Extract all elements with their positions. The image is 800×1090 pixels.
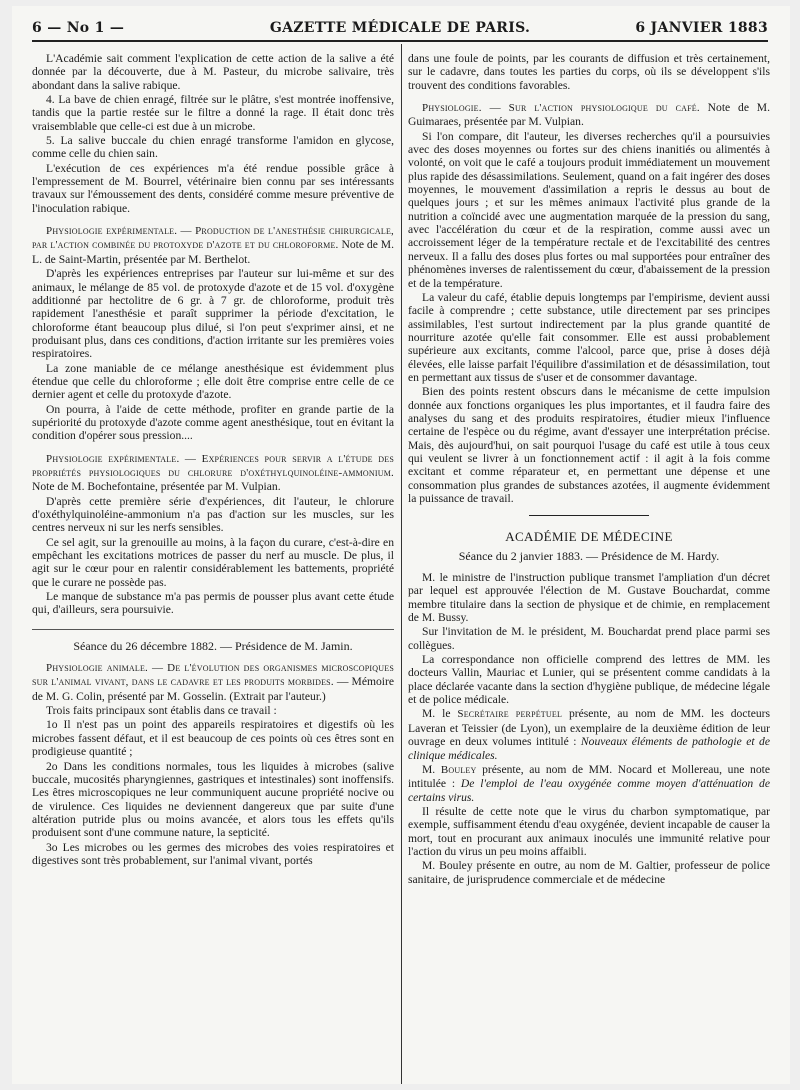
note-title: De l'emploi de l'eau oxygénée comme moyen d'atténuation de certains virus. — [408, 777, 770, 804]
paragraph: La zone maniable de ce mélange anesthésique est évidemment plus étendue que celle du chloroforme ; elle doit être comprise entre celle de ce dernier agent et celle du protoxyde d'azote. — [32, 361, 394, 402]
book-title: Nouveaux éléments de pathologie et de clinique médicales. — [408, 735, 770, 762]
session-heading: Séance du 2 janvier 1883. — Présidence de M. Hardy. — [458, 548, 720, 563]
paragraph — [408, 763, 770, 804]
paragraph: M. Bouley présente en outre, au nom de M. Galtier, professeur de police sanitaire, de jurisprudence commerciale et de médecine — [408, 859, 770, 886]
heading-rest: Note de M. L. de Saint-Martin, présentée par M. Berthelot. — [32, 238, 394, 266]
paragraph: L'Académie sait comment l'explication de cette action de la salive a été donnée par la découverte, due à M. Pasteur, du microbe salivaire, très abondant dans la salive rabique. — [32, 52, 394, 92]
text-run: M. le — [422, 707, 458, 721]
paragraph: La correspondance non officielle comprend des lettres de MM. les docteurs Vallin, Mauriac et Lunier, qui se présentent comme candidats à la place déclarée vacante dans la section d'hygiène publique, de médecine légale et de police médicale. — [408, 653, 770, 707]
paragraph: Bien des points restent obscurs dans le mécanisme de cette impulsion donnée aux fonctions organiques les plus importantes, et il faudra faire des analyses du sang et des produits respiratoires, étudier mieux l'influence certaine de l'espèce ou du régime, avant d'essayer une interprétation précise. Mais, dès aujourd'hui, on sait pourquoi l'usage du café est utile à tous ceux qui veulent se livrer à un fonctionnement actif : il agit à la fois comme excitant et comme réparateur et, en permettant une dépense et une consommation plus grandes de substances azotées, il augmente évidemment la puissance de travail. — [408, 385, 770, 505]
heading-rest: Note de M. Bochefontaine, présentée par M. Vulpian. — [32, 480, 281, 494]
paragraph: Ce sel agit, sur la grenouille au moins, à la façon du curare, c'est-à-dire en empêchant les excitations motrices de passer du nerf au muscle. De plus, il agit sur le cœur pour en ralentir considérablement les battements, propriété que le curare ne possède pas. — [32, 535, 394, 589]
paragraph: 2o Dans les conditions normales, tous les liquides à microbes (salive buccale, mucosités pharyngiennes, gastriques et intestinales) sont inoffensifs. Les êtres microscopiques ne leur communiquent aucune propriété nocive ou de virulence. Ces liquides ne deviennent dangereux que par suite d'une altération putride plus ou moins avancée, et alors tous les effets qu'ils produisent sont d'une commune nature, la septicité. — [32, 759, 394, 840]
text-run: présente, au nom de MM. les docteurs Laveran et Teissier (de Lyon), un exemplaire de la deuxième édition de leur ouvrage en deux volumes intitulé : — [408, 707, 770, 749]
paragraph: La valeur du café, établie depuis longtemps par l'empirisme, devient aussi facile à comprendre ; cette substance, utile directement par ses principes assimilables, l'est surtout indirectement par la plus grande quantité de nourriture azotée qu'elle fait consommer. Elle est aussi probablement supérieure aux excitants, comme l'alcool, parce que, prise à doses déjà élevées, elle laisse parfait l'équilibre d'assimilation et de désassimilation, tout en permettant aux tissus de s'user et de consommer davantage. — [408, 290, 770, 384]
heading-caps: Physiologie expérimentale. — Expériences pour servir a l'étude des propriétés physiologiques du chlorure d'oxéthylquinoléine-ammonium. — [32, 452, 394, 479]
article-heading — [32, 224, 394, 266]
paragraph: L'exécution de ces expériences m'a été rendue possible grâce à l'empressement de M. Bourrel, vétérinaire bien connu par ses intéressants travaux sur l'émoussement des dents, considéré comme mesure préventive de l'inoculation rabique. — [32, 161, 394, 215]
newspaper-page — [12, 6, 790, 1084]
paragraph: Si l'on compare, dit l'auteur, les diverses recherches qu'il a poursuivies avec des doses moyennes ou fortes sur des chiens inanitiés ou alimentés à volonté, on voit que le café a toujours produit immédiatement un mouvement plus rapide des désassimilations. Seulement, quand on a fait ingérer des doses moyennes, le mouvement d'assimilation a repris le dessus au bout de quelques jours ; et sur les mêmes animaux l'activité plus grande de la nutrition a coïncidé avec une augmentation marquée de la pression du sang, avec l'accélération du cœur et de la respiration, comme aussi avec un accroissement léger de la température rectale et de l'excitabilité des centres nerveux. Il a fallu des doses plus fortes ou mal supportées pour entraîner des phénomènes inverses de ralentissement du cœur, d'abaissement de la pression et de la température. — [408, 129, 770, 290]
session-heading: Séance du 26 décembre 1882. — Présidence de M. Jamin. — [32, 629, 394, 653]
section-title: ACADÉMIE DE MÉDECINE — [505, 529, 673, 545]
paragraph: Sur l'invitation de M. le président, M. Bouchardat prend place parmi ses collègues. — [408, 625, 770, 652]
column-divider — [401, 44, 402, 1084]
article-heading — [32, 452, 394, 494]
left-column — [32, 52, 394, 1076]
text-run: Secrétaire perpétuel — [457, 708, 563, 721]
right-column — [408, 52, 770, 1076]
paragraph: Il résulte de cette note que le virus du charbon symptomatique, par exemple, suffisamment étendu d'eau oxygénée, devient incapable de causer la mort, tout en procurant aux animaux inoculés une immunité relative pour l'action du virus un peu moins affaibli. — [408, 804, 770, 858]
paragraph: 3o Les microbes ou les germes des microbes des voies respiratoires et digestives sont très probablement, sur l'animal vivant, portés — [32, 840, 394, 867]
heading-caps: Physiologie animale. — De l'évolution des organismes microscopiques sur l'animal vivant, dans le cadavre et les produits morbides. — [32, 662, 394, 689]
paragraph: Le manque de substance m'a pas permis de pousser plus avant cette étude qui, d'ailleurs, sera poursuivie. — [32, 590, 394, 617]
paragraph: 5. La salive buccale du chien enragé transforme l'amidon en glycose, comme celle du chien sain. — [32, 134, 394, 161]
page-number: 6 — No 1 — — [32, 20, 125, 36]
paragraph: dans une foule de points, par les courants de diffusion et très certainement, sur le cadavre, dans toutes les parties du corps, où ils se développent s'ils trouvent des conditions favorables. — [408, 52, 770, 92]
text-run: Bouley — [440, 763, 477, 776]
paragraph: 4. La bave de chien enragé, filtrée sur le plâtre, s'est montrée inoffensive, tandis que la partie restée sur le filtre a donné la rage. Il était donc très vraisemblable que celle-ci est due à un microbe. — [32, 93, 394, 133]
paragraph: On pourra, à l'aide de cette méthode, profiter en grande partie de la supériorité du protoxyde d'azote comme agent anesthésique, tout en évitant la condition d'opérer sous pression.... — [32, 402, 394, 443]
paragraph: 1o Il n'est pas un point des appareils respiratoires et digestifs où les microbes fassent défaut, et il est beaucoup de ces points où ces êtres sont en prodigieuse quantité ; — [32, 718, 394, 759]
article-heading — [32, 661, 394, 703]
issue-date: 6 JANVIER 1883 — [635, 20, 768, 36]
heading-rest: — Mémoire de M. G. Colin, présenté par M. Gosselin. (Extrait par l'auteur.) — [32, 675, 394, 703]
paragraph: D'après cette première série d'expériences, dit l'auteur, le chlorure d'oxéthylquinoléine-ammonium n'a pas d'action sur les muscles, sur les centres nerveux ni sur les nerfs sensibles. — [32, 494, 394, 535]
section-rule — [529, 515, 649, 516]
heading-caps: Physiologie expérimentale. — Production de l'anesthésie chirurgicale, par l'action combinée du protoxyde d'azote et du chloroforme. — [32, 225, 394, 252]
page-header — [32, 16, 768, 42]
article-heading — [408, 101, 770, 129]
heading-caps: Physiologie. — Sur l'action physiologique du café. — [422, 102, 700, 115]
heading-rest: Note de M. Guimaraes, présentée par M. Vulpian. — [408, 101, 770, 129]
paragraph: Trois faits principaux sont établis dans ce travail : — [46, 704, 277, 718]
paragraph: M. le ministre de l'instruction publique transmet l'ampliation d'un décret par lequel est approuvée l'élection de M. Gustave Bouchardat, comme membre titulaire dans la section de physique et de chimie, en remplacement de M. Bussy. — [408, 571, 770, 625]
journal-title: GAZETTE MÉDICALE DE PARIS. — [269, 20, 531, 36]
text-run: M. — [422, 762, 441, 776]
text-run: présente, au nom de MM. Nocard et Mollereau, une note intitulée : — [408, 762, 770, 791]
paragraph: D'après les expériences entreprises par l'auteur sur lui-même et sur des animaux, le mélange de 85 vol. de protoxyde d'azote et de 15 vol. d'oxygène additionné par hectolitre de 6 gr. à 7 gr. de chloroforme, produit très rapidement l'anesthésie et paraît supprimer la période d'excitation, le chloroforme étant beaucoup plus dilué, si l'on peut s'exprimer ainsi, et ne produisant plus, dans ces conditions, d'action irritante sur les premières voies respiratoires. — [32, 267, 394, 361]
paragraph — [408, 707, 770, 761]
